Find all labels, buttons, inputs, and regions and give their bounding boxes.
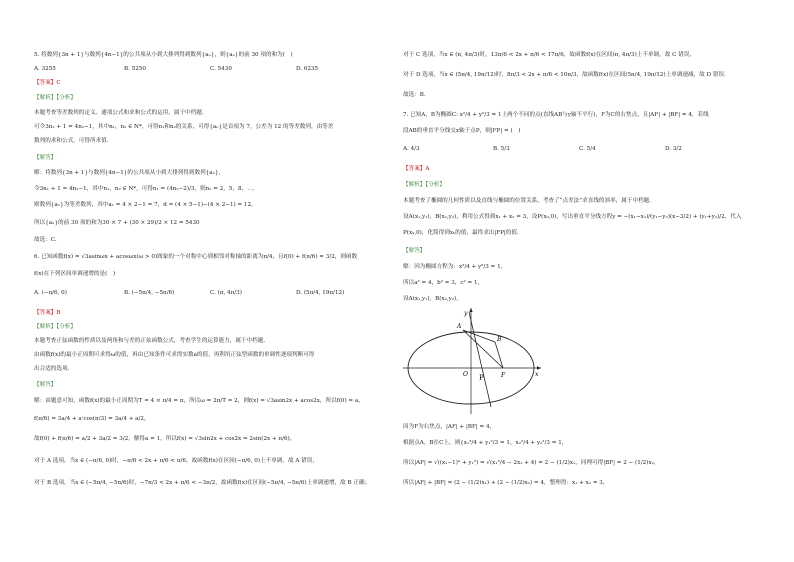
q6-analysis-tag: 【解析】【分析】 — [34, 324, 76, 330]
q6-stem: 6. 已知函数f(x) = √3asinωx + acosωx(ω > 0)图象的一个对称中心到相邻对称轴的距离为π/4，且f(0) + f(π/6) = 3/2，则函数 — [34, 254, 358, 260]
figure-label-x: x — [535, 371, 539, 378]
q6-option-c-check: 对于 C 选项，当x ∈ (π, 4π/3)时，13π/6 < 2x + π/6 < 17π/6，故函数f(x)在区间(π, 4π/3)上不单调，故 C 错误， — [403, 52, 695, 58]
q6-option-b: B. (−5π/4, −5π/6) — [124, 290, 175, 296]
perpendicular-bisector-line — [469, 312, 491, 407]
q7-option-b: B. 5/3 — [493, 146, 510, 152]
q6-analysis-line: 本题考查正弦函数的性质以及两角和与差的正弦函数公式，考查学生的运算能力，属于中档题. — [34, 338, 266, 344]
q7-solution-tag: 【解答】 — [403, 248, 426, 254]
q5-option-d: D. 6235 — [296, 66, 319, 72]
segment-ab — [463, 330, 495, 342]
x-axis-arrow-icon — [537, 366, 541, 369]
q7-stem: 7. 已知A，B为椭圆C: x²/4 + y²/3 = 1上两个不同的点(直线AB与y轴不平行)，F为C的右焦点，且|AF| + |BF| = 4，若线 — [403, 112, 709, 118]
q7-solution-line: 所以|AF| = √((x₁−1)² + y₁²) = √(x₁²/4 − 2x₁ + 4) = 2 − (1/2)x₁，同理可得|BF| = 2 − (1/2)x₂， — [403, 460, 660, 466]
q7-analysis-line: P(x₀,0)，化简得到x₀的值，最终求出|FP|的值. — [403, 230, 519, 236]
q7-analysis-line: 本题考查了椭圆的几何性质以及直线与椭圆的位置关系，考查了“点差法”求直线的斜率，属于中档题. — [403, 198, 652, 204]
q5-solution-line: 令3n₁ + 1 = 4n₂−1，其中n₁，n₂ ∈ N*，可得n₁ = (4n₂−2)/3，则n₂ = 2，5，8，⋯， — [34, 186, 258, 192]
figure-label-f: F — [501, 372, 506, 379]
q5-solution-tag: 【解答】 — [34, 155, 57, 161]
q5-options — [34, 66, 400, 74]
q6-solution-tag: 【解答】 — [34, 382, 57, 388]
q7-solution-line: 根据点A，B在C上，则{x₁²/4 + y₁²/3 = 1，x₂²/4 + y₂²/3 = 1， — [403, 440, 568, 446]
q5-solution-line: 所以{aₙ}的前 30 项的和为30 × 7 + (30 × 29)/2 × 12 = 5430 — [34, 220, 200, 226]
q7-options — [403, 146, 771, 154]
q7-solution-line: 因为F为右焦点，|AF| + |BF| = 4， — [403, 424, 496, 430]
q5-analysis-line: 本题考查等差数列的定义、通项公式和求和公式的运用，属于中档题. — [34, 110, 204, 116]
q7-answer: 【答案】A — [403, 166, 430, 172]
q6-stem: f(x)在下列区间单调递增的是( ) — [34, 271, 116, 277]
q5-option-c: C. 5430 — [210, 66, 232, 72]
q5-solution-line: 则数列{aₙ}为等差数列，其中a₁ = 4 × 2−1 = 7，d = (4 × 5−1)−(4 × 2−1) = 12， — [34, 202, 257, 208]
figure-label-o: O — [463, 371, 468, 378]
q5-analysis-line: 数列的求和公式，可得所求值. — [34, 138, 109, 144]
q6-option-a: A. (−π/6, 0) — [34, 290, 67, 296]
q6-option-d: D. (5π/4, 19π/12) — [296, 290, 345, 296]
q7-analysis-line: 设A(x₁,y₁)，B(x₂,y₂)，利用公式得到x₁ + x₂ = 3，设P(x₀,0)，写出垂直平分线方程y = −(x₁−x₂)/(y₁−y₂)(x−3/2) + (y₁+y₂)/2，代入 — [403, 214, 742, 220]
q6-answer: 【答案】B — [34, 310, 61, 316]
figure-label-a: A — [457, 323, 462, 330]
q6-options — [34, 290, 400, 298]
q7-solution-line: 设A(x₁,y₁)，B(x₂,y₂)， — [403, 296, 462, 302]
figure-label-y: y — [464, 310, 468, 317]
q5-solution-line: 解：将数列{3n + 1}与数列{4n−1}的公共项从小到大排列得到数列{aₙ}， — [34, 170, 225, 176]
q6-solution-line: 解：由题意可知，函数f(x)的最小正周期为T = 4 × π/4 = π，所以ω = 2π/T = 2，则f(x) = √3asin2x + acos2x，所以f(0) = a， — [34, 398, 364, 404]
q5-option-b: B. 5250 — [124, 66, 146, 72]
q6-option-c: C. (π, 4π/3) — [210, 290, 242, 296]
q5-stem: 5. 将数列{3n + 1}与数列{4n−1}的公共项从小到大排列得到数列{aₙ}，则{aₙ}的前 30 项的和为( ) — [34, 52, 293, 58]
figure-label-p: P — [479, 374, 484, 382]
q7-analysis-tag: 【解析】【分析】 — [403, 182, 445, 188]
q7-solution-line: 解：因为椭圆方程为：x²/4 + y²/3 = 1， — [403, 264, 507, 270]
q6-solution-line: f(π/6) = 3a/4 + a·cos(π/3) = 3a/4 + a/2， — [34, 416, 150, 422]
q6-solution-line: 对于 A 选项，当x ∈ (−π/6, 0)时，−π/6 < 2x + π/6 < π/6，故函数f(x)在区间(−π/6, 0)上不单调，故 A 错误， — [34, 458, 318, 464]
q7-option-c: C. 5/4 — [579, 146, 596, 152]
q7-stem: 段AB的垂直平分线交x轴于点P，则|FP| = ( ) — [403, 128, 521, 134]
y-axis-arrow-icon — [469, 308, 472, 312]
q7-solution-line: 所以|AF| + |BF| = (2 − (1/2)x₁) + (2 − (1/2)x₂) = 4，整理得：x₁ + x₂ = 3， — [403, 480, 609, 486]
figure-label-b: B — [497, 336, 502, 343]
q6-solution-line: 对于 B 选项，当x ∈ (−5π/4, −5π/6)时，−7π/3 < 2x + π/6 < −3π/2，故函数f(x)在区间(−5π/4, −5π/6)上单调递增，故 B 正确； — [34, 480, 371, 486]
q6-choose: 故选：B. — [403, 92, 426, 98]
q5-answer: 【答案】C — [34, 80, 61, 86]
q5-analysis-line: 可令3n₁ + 1 = 4n₂−1，其中n₁，n₂ ∈ N*，可得n₁和n₂的关系，可得{aₙ}是首项为 7，公差为 12 的等差数列，由等差 — [34, 124, 334, 130]
q5-option-a: A. 3255 — [34, 66, 56, 72]
q7-option-d: D. 3/2 — [665, 146, 682, 152]
q5-analysis-tag: 【解析】【分析】 — [34, 95, 76, 101]
q6-option-d-check: 对于 D 选项，当x ∈ (5π/4, 19π/12)时，8π/3 < 2x + π/6 < 10π/3，故函数f(x)在区间(5π/4, 19π/12)上单调递减，故 D 错误. — [403, 72, 726, 78]
q6-analysis-line: 由函数f(x)的最小正周期可求得ω的值，再由已知条件可求得实数a的值，再利用正弦型函数的单调性逐项判断可得 — [34, 352, 315, 358]
q5-choose: 故选：C. — [34, 237, 57, 243]
q7-solution-line: 所以a² = 4，b² = 3，c² = 1， — [403, 280, 484, 286]
ellipse-figure — [403, 304, 543, 416]
q6-analysis-line: 出合适的选项. — [34, 366, 70, 372]
q7-option-a: A. 4/3 — [403, 146, 420, 152]
q6-solution-line: 故f(0) + f(π/6) = a/2 + 3a/2 = 3/2，解得a = 1，所以f(x) = √3sin2x + cos2x = 2sin(2x + π/6)， — [34, 436, 296, 442]
